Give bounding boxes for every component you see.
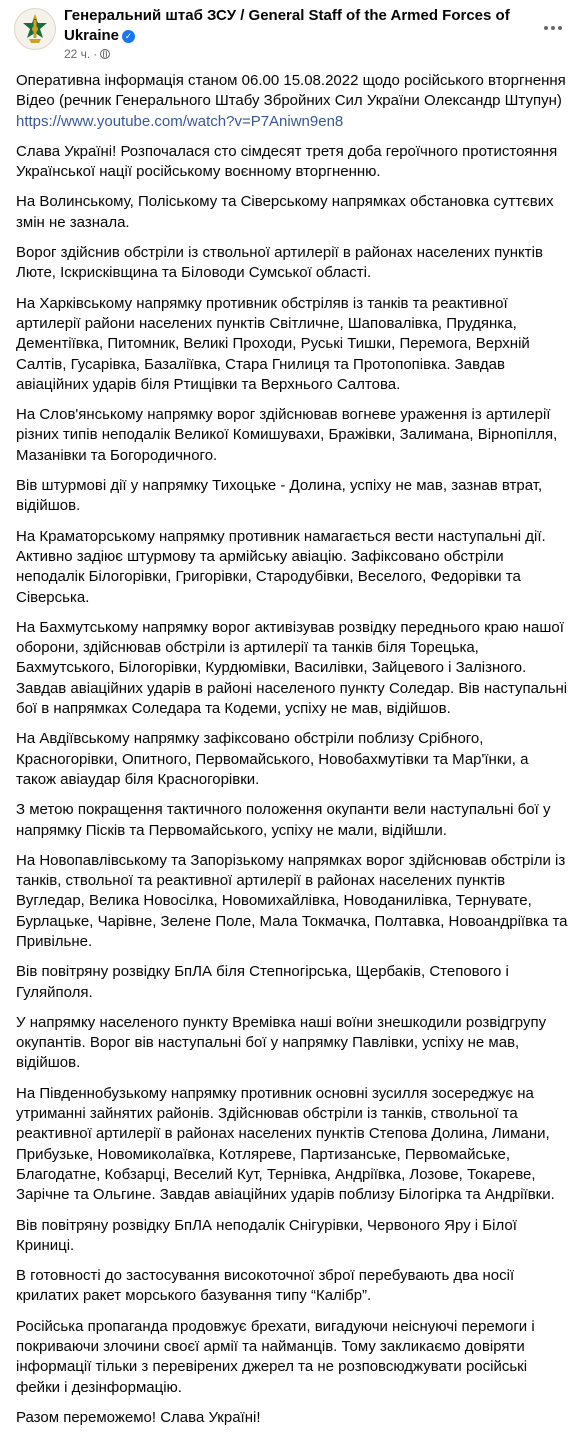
meta-separator: · <box>93 47 98 61</box>
paragraph: Слава Україні! Розпочалася сто сімдесят третя доба героїчного протистояння Української нації російському воєнному вторгненню. <box>16 142 558 181</box>
paragraph: Вів штурмові дії у напрямку Тихоцьке - Долина, успіху не мав, зазнав втрат, відійшов. <box>16 477 543 515</box>
more-dot-1 <box>544 26 548 30</box>
page-avatar[interactable] <box>14 8 56 50</box>
paragraph: Разом переможемо! Слава Україні! <box>16 1408 261 1426</box>
paragraph: Ворог здійснив обстріли із ствольної артилерії в районах населених пунктів Люте, Іскрисківщина та Біловоди Сумської області. <box>16 244 543 282</box>
post-meta <box>64 47 110 61</box>
post-intro <box>16 71 568 132</box>
paragraph: Російська пропаганда продовжує брехати, вигадуючи неіснуючі перемоги і покриваючи злочини своєї армії та найманців. Тому закликаємо довіряти інформації тільки з перевірених джерел та не розповсюджувати російські фейки і дезінформацію. <box>16 1317 535 1396</box>
paragraph: В готовності до застосування високоточної зброї перебувають два носії крилатих ракет морського базування типу “Калібр”. <box>16 1267 515 1305</box>
post-body <box>16 71 568 1438</box>
post-timestamp[interactable]: 22 ч. <box>64 47 91 61</box>
verified-badge-icon: ✓ <box>122 30 135 43</box>
paragraph: У напрямку населеного пункту Времівка наші воїни знешкодили розвідгрупу окупантів. Ворог вів наступальні бої у напрямку Павлівки, успіху не мав, відійшов. <box>16 1013 547 1072</box>
paragraph: На Авдіївському напрямку зафіксовано обстріли поблизу Срібного, Красногорівки, Опитного, Первомайського, Новобахмутівки та Мар'їнки, а також авіаудар біля Красногорівки. <box>16 730 529 788</box>
more-dot-2 <box>551 26 555 30</box>
paragraph: На Південнобузькому напрямку противник основні зусилля зосереджує на утриманні зайнятих районів. Здійснював обстріли із танків, ствольної та реактивної артилерії в районах населених пунктів Степова Долина, Лимани, Прибузьке, Новомиколаївка, Котляреве, Партизанське, Первомайське, Благодатне, Кобзарці, Веселий Кут, Тернівка, Андріївка, Лозове, Токареве, Зарічне та Ольгине. Завдав авіаційних ударів поблизу Білогірка та Андріївки. <box>16 1084 555 1204</box>
more-options-button[interactable] <box>539 14 567 42</box>
paragraph: З метою покращення тактичного положення окупанти вели наступальні бої у напрямку Пісків та Первомайського, успіху не мали, відійшли. <box>16 801 551 839</box>
page-name-text[interactable]: Генеральний штаб ЗСУ / General Staff of the Armed Forces of Ukraine <box>64 7 510 44</box>
paragraph: На Новопавлівському та Запорізькому напрямках ворог здійснював обстріли із танків, ствольної та реактивної артилерії в районах населених пунктів Вугледар, Велика Новосілка, Новомихайлівка, Новоданилівка, Тернувате, Бурлацьке, Чарівне, Зелене Поле, Мала Токмачка, Полтавка, Новоандріївка та Привільне. <box>16 851 568 950</box>
paragraph: Вів повітряну розвідку БпЛА неподалік Снігурівки, Червоного Яру і Білої Криниці. <box>16 1216 517 1254</box>
paragraph: На Краматорському напрямку противник намагається вести наступальні дії. Активно задіює штурмову та армійську авіацію. Зафіксовано обстріли неподалік Білогорівки, Григорівки, Стародубівки, Веселого, Федорівки та Сіверська. <box>16 527 546 606</box>
page-name[interactable] <box>64 6 514 46</box>
paragraph: На Слов'янському напрямку ворог здійснював вогневе ураження із артилерії різних типів неподалік Великої Комишувахи, Бражівки, Залимана, Вірнопілля, Мазанівки та Богородичного. <box>16 406 558 464</box>
paragraph: На Харківському напрямку противник обстріляв із танків та реактивної артилерії райони населених пунктів Світличне, Шаповалівка, Прудянка, Дементіївка, Питомник, Великі Проходи, Руські Тишки, Перемога, Верхній Салтів, Гусарівка, Базаліївка, Стара Гнилиця та Протопопівка. Завдав авіаційних ударів біля Ртищівки та Верхнього Салтова. <box>16 294 530 393</box>
globe-icon <box>100 49 110 59</box>
intro-line-2: Відео (речник Генерального Штабу Збройних Сил України Олександр Штупун) <box>16 92 562 110</box>
video-link[interactable]: https://www.youtube.com/watch?v=P7Aniwn9en8 <box>16 112 344 130</box>
more-dot-3 <box>558 26 562 30</box>
post-header <box>0 0 579 70</box>
paragraph: На Волинському, Поліському та Сіверському напрямках обстановка суттєвих змін не зазнала. <box>16 193 554 231</box>
intro-line-1: Оперативна інформація станом 06.00 15.08.2022 щодо російського вторгнення <box>16 72 566 89</box>
coat-of-arms-icon <box>18 12 52 46</box>
paragraph: На Бахмутському напрямку ворог активізував розвідку переднього краю нашої оборони, здійснював обстріли із артилерії та танків біля Торецька, Бахмутського, Білогорівки, Курдюмівки, Василівки, Зайцевого і Залізного. Завдав авіаційних ударів в районі населеного пункту Соледар. Вів наступальні бої в напрямках Соледара та Кодеми, успіху не мав, відійшов. <box>16 618 568 718</box>
paragraph: Вів повітряну розвідку БпЛА біля Степногірська, Щербаків, Степового і Гуляйполя. <box>16 963 509 1001</box>
